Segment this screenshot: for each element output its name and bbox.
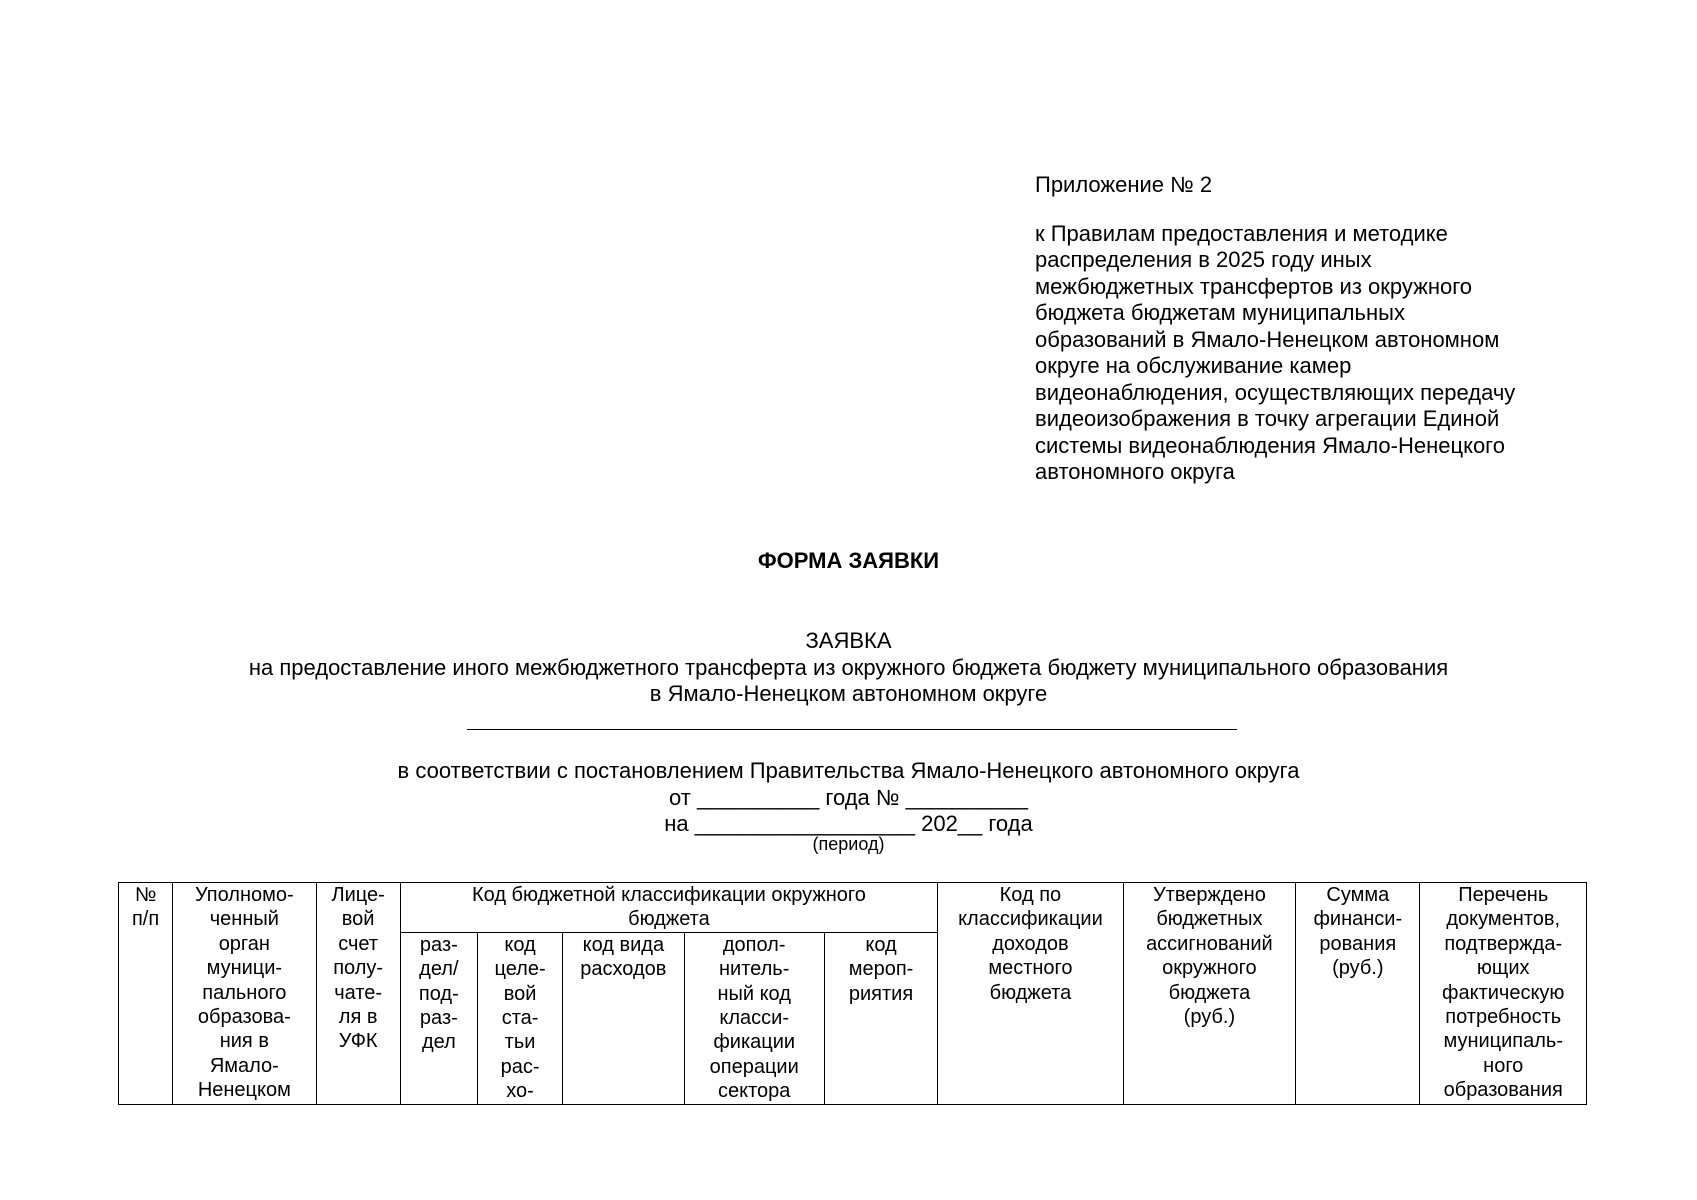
appendix-line: распределения в 2025 году иных (1035, 247, 1372, 272)
header-kbk-group: Код бюджетной классификации окружного бюджета (400, 883, 937, 933)
header-approved: Утверждено бюджетных ассигнований окружного бюджета (руб.) (1123, 883, 1295, 1105)
appendix-number: Приложение № 2 (1035, 172, 1213, 197)
appendix-line: видеонаблюдения, осуществляющих передачу (1035, 379, 1516, 405)
appendix-block (1035, 172, 1595, 486)
appendix-line: межбюджетных трансфертов из окружного (1035, 273, 1473, 299)
accordance-date-line: от __________ года № __________ (669, 784, 1028, 810)
accordance-block (0, 758, 1697, 838)
application-line-1: на предоставление иного межбюджетного трансферта из окружного бюджета бюджету муниципального образования (248, 654, 1449, 680)
header-income-code: Код по классификации доходов местного бюджета (938, 883, 1124, 1105)
accordance-period-line: на __________________ 202__ года (664, 811, 1033, 836)
accordance-line-1: в соответствии с постановлением Правительства Ямало-Ненецкого автономного округа (397, 758, 1300, 783)
period-hint: (период) (812, 834, 885, 854)
subheader-target: код целе- вой ста- тьи рас- хо- (477, 932, 562, 1104)
application-table (118, 882, 1587, 1105)
subheader-section: раз- дел/ под- раз- дел (400, 932, 477, 1104)
header-account: Лице- вой счет полу- чате- ля в УФК (316, 883, 400, 1105)
form-title: ФОРМА ЗАЯВКИ (757, 548, 940, 573)
header-documents: Перечень документов, подтвержда- ющих фактическую потребность муниципаль- ного образования (1420, 883, 1587, 1105)
appendix-line: автономного округа (1035, 459, 1235, 484)
appendix-line: бюджета бюджетам муниципальных (1035, 300, 1405, 325)
appendix-line: к Правилам предоставления и методике (1035, 220, 1448, 246)
municipality-blank-line (467, 729, 1237, 730)
subheader-additional: допол- нитель- ный код класси- фикации операции сектора (684, 932, 824, 1104)
appendix-line: системы видеонаблюдения Ямало-Ненецкого (1035, 432, 1505, 458)
header-financing: Сумма финанси- рования (руб.) (1296, 883, 1420, 1105)
subheader-expense-type: код вида расходов (563, 932, 684, 1104)
appendix-line: видеоизображения в точку агрегации Единой (1035, 406, 1500, 431)
application-heading (0, 628, 1697, 708)
appendix-line: образований в Ямало-Ненецком автономном (1035, 326, 1500, 352)
application-title: ЗАЯВКА (805, 628, 892, 653)
appendix-line: округе на обслуживание камер (1035, 353, 1352, 378)
header-authority: Уполномо- ченный орган муници- пального образова- ния в Ямало- Ненецком (173, 883, 316, 1105)
subheader-event: код мероп- риятия (824, 932, 937, 1104)
header-number: № п/п (119, 883, 173, 1105)
application-line-2: в Ямало-Ненецком автономном округе (649, 681, 1048, 706)
